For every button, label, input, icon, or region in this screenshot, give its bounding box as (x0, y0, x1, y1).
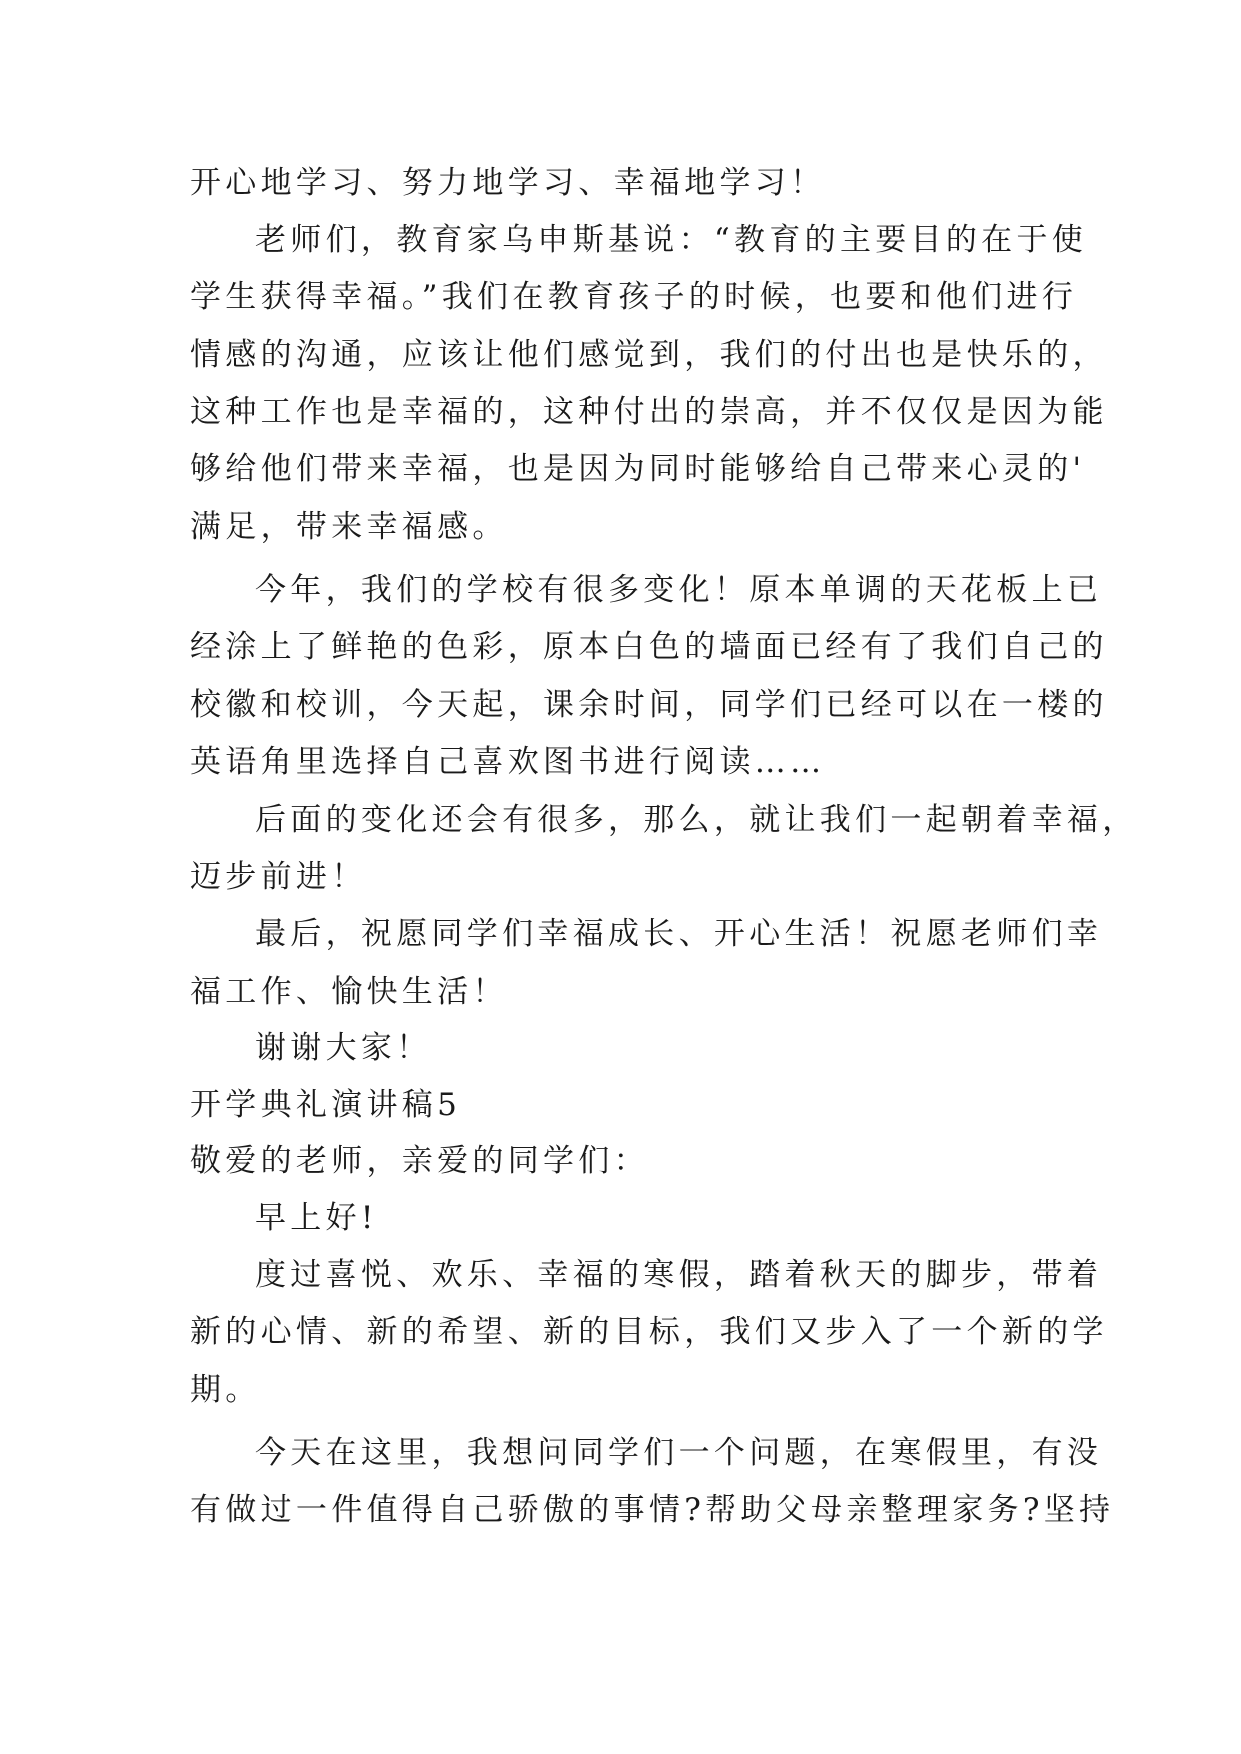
greeting-line: 早上好! (255, 1200, 378, 1236)
text-line: 经涂上了鲜艳的色彩，原本白色的墙面已经有了我们自己的 (190, 629, 1108, 665)
text-line: 满足，带来幸福感。 (190, 509, 508, 545)
paragraph-start-line: 谢谢大家！ (255, 1030, 432, 1066)
text-line: 这种工作也是幸福的，这种付出的崇高，并不仅仅是因为能 (190, 394, 1108, 430)
paragraph-start-line: 后面的变化还会有很多，那么，就让我们一起朝着幸福， (255, 802, 1138, 838)
paragraph-start-line: 最后，祝愿同学们幸福成长、开心生活！祝愿老师们幸 (255, 916, 1103, 952)
section-heading: 开学典礼演讲稿5 (190, 1087, 462, 1123)
text-line: 新的心情、新的希望、新的目标，我们又步入了一个新的学 (190, 1314, 1108, 1350)
salutation-line: 敬爱的老师，亲爱的同学们： (190, 1143, 649, 1179)
text-line: 学生获得幸福。”我们在教育孩子的时候，也要和他们进行 (190, 279, 1078, 315)
paragraph-start-line: 老师们，教育家乌申斯基说：“教育的主要目的在于使 (255, 222, 1088, 258)
text-line: 有做过一件值得自己骄傲的事情?帮助父母亲整理家务?坚持 (190, 1492, 1115, 1528)
text-line: 期。 (190, 1372, 261, 1408)
text-line: 开心地学习、努力地学习、幸福地学习！ (190, 165, 826, 201)
paragraph-start-line: 今年，我们的学校有很多变化！原本单调的天花板上已 (255, 572, 1103, 608)
paragraph-start-line: 今天在这里，我想问同学们一个问题，在寒假里，有没 (255, 1435, 1103, 1471)
text-line: 迈步前进！ (190, 859, 367, 895)
text-line: 够给他们带来幸福，也是因为同时能够给自己带来心灵的' (190, 451, 1086, 487)
text-line: 校徽和校训，今天起，课余时间，同学们已经可以在一楼的 (190, 687, 1108, 723)
text-line: 福工作、愉快生活！ (190, 974, 508, 1010)
text-line: 英语角里选择自己喜欢图书进行阅读…… (190, 744, 826, 780)
text-line: 情感的沟通，应该让他们感觉到，我们的付出也是快乐的， (190, 337, 1108, 373)
paragraph-start-line: 度过喜悦、欢乐、幸福的寒假，踏着秋天的脚步，带着 (255, 1257, 1103, 1293)
